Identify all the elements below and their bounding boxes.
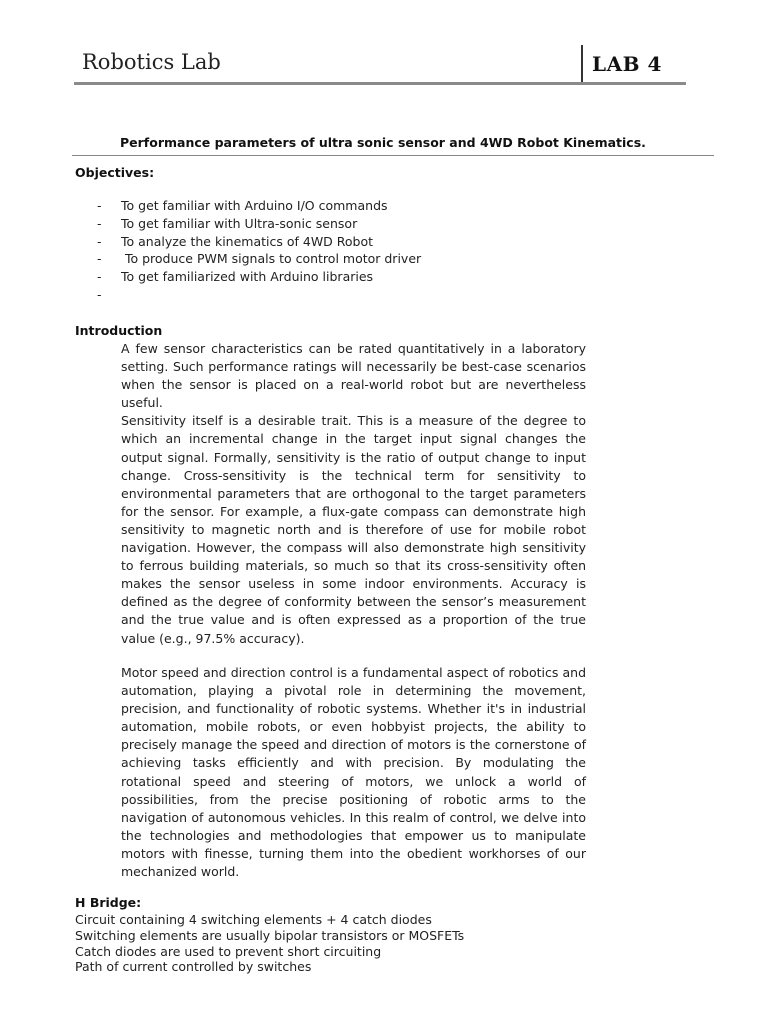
motor-control-paragraph: Motor speed and direction control is a fundamental aspect of robotics and automation, playing a pivotal role in determining the movement, precision, and functionality of robotic systems. Whether it's in industrial automation, mobile robots, or even hobbyist projects, the ability to precisely manage the speed and direction of motors is the cornerstone of achieving tasks efficiently and with precision. By modulating the rotational speed and steering of motors, we unlock a world of possibilities, from the precise positioning of robotic arms to the navigation of autonomous vehicles. In this realm of control, we delve into the technologies and methodologies that empower us to manipulate motors with finesse, turning them into the obedient workhorses of our mechanized world. [121, 665, 586, 880]
list-item [97, 268, 421, 286]
list-bullet: - [97, 215, 102, 231]
introduction-paragraph [121, 340, 586, 648]
hbridge-line: Switching elements are usually bipolar transistors or MOSFETs [75, 927, 465, 943]
list-bullet: - [97, 198, 102, 213]
introduction-text-1: A few sensor characteristics can be rated quantitatively in a laboratory setting. Such performance ratings will necessarily be best-case scenarios when the sensor is placed on a real-world robot but are nevertheless useful. [121, 341, 586, 411]
header-divider [581, 45, 583, 83]
list-item [97, 250, 421, 268]
hbridge-heading: H Bridge: [75, 895, 142, 910]
list-item [97, 197, 421, 215]
hbridge-line: Catch diodes are used to prevent short circuiting [75, 943, 382, 959]
list-bullet: - [97, 269, 102, 285]
hbridge-lines [75, 912, 464, 975]
list-item [97, 215, 421, 233]
header-course-title: Robotics Lab [82, 50, 221, 74]
hbridge-line: Path of current controlled by switches [75, 959, 312, 975]
list-bullet: - [97, 233, 102, 249]
title-rule [72, 155, 714, 156]
list-item-text: To get familiarized with Arduino libraries [121, 269, 374, 285]
hbridge-line: Circuit containing 4 switching elements + 4 catch diodes [75, 912, 432, 927]
list-item-text: To analyze the kinematics of 4WD Robot [121, 233, 374, 249]
list-item-text: To get familiar with Ultra-sonic sensor [121, 215, 358, 231]
list-bullet: - [97, 286, 102, 302]
introduction-text-2: Sensitivity itself is a desirable trait. This is a measure of the degree to which an incremental change in the target input signal changes the output signal. Formally, sensitivity is the ratio of output change to input change. Cross-sensitivity is the technical term for sensitivity to environmental parameters that are orthogonal to the target parameters for the sensor. For example, a flux-gate compass can demonstrate high sensitivity to magnetic north and is therefore of use for mobile robot navigation. However, the compass will also demonstrate high sensitivity to ferrous building materials, so much so that its cross-sensitivity often makes the sensor useless in some indoor environments. Accuracy is defined as the degree of conformity between the sensor’s measurement and the true value and is often expressed as a proportion of the true value (e.g., 97.5% accuracy). [121, 413, 586, 646]
header-lab-number: LAB 4 [592, 52, 662, 76]
objectives-list [97, 197, 421, 304]
objectives-heading: Objectives: [75, 165, 155, 180]
list-item-text: To produce PWM signals to control motor driver [121, 251, 422, 267]
introduction-heading: Introduction [75, 323, 163, 338]
document-title: Performance parameters of ultra sonic sensor and 4WD Robot Kinematics. [120, 135, 646, 150]
header-rule [74, 82, 686, 85]
list-item [97, 286, 421, 304]
list-item-text: To get familiar with Arduino I/O commands [121, 198, 388, 213]
list-item [97, 233, 421, 251]
list-bullet: - [97, 251, 102, 267]
